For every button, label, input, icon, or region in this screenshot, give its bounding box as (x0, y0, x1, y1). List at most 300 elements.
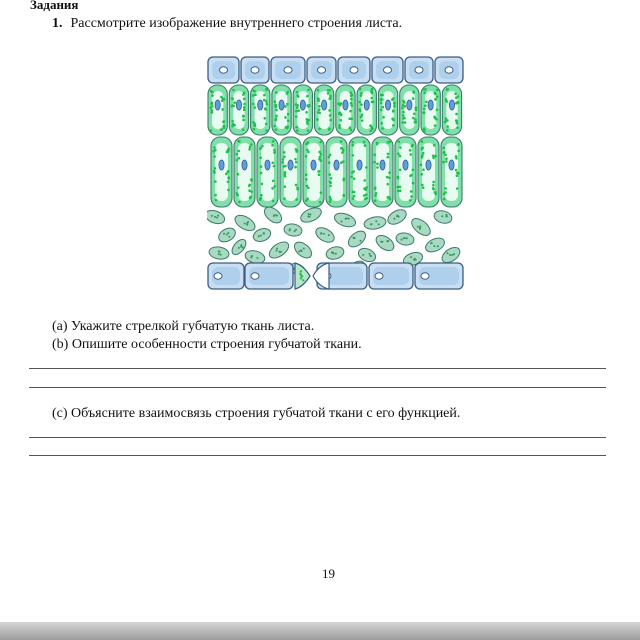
chloroplast (402, 117, 405, 120)
nucleus (407, 100, 412, 110)
chloroplast (275, 214, 277, 216)
vacuole (238, 143, 251, 201)
chloroplast (295, 110, 298, 113)
chloroplast (359, 240, 361, 242)
chloroplast (378, 223, 380, 225)
nucleus (251, 67, 259, 73)
chloroplast (424, 88, 427, 91)
chloroplast (256, 257, 258, 259)
chloroplast (372, 101, 375, 104)
chloroplast (238, 157, 241, 160)
chloroplast (387, 196, 390, 199)
nucleus (445, 67, 453, 73)
nucleus (288, 160, 293, 170)
chloroplast (253, 128, 256, 131)
chloroplast (360, 92, 363, 95)
chloroplast (432, 155, 435, 158)
chloroplast (210, 102, 213, 105)
chloroplast (249, 146, 252, 149)
nucleus (357, 160, 362, 170)
chloroplast (317, 97, 320, 100)
vacuole (330, 143, 343, 201)
nucleus (251, 273, 259, 279)
chloroplast (327, 89, 330, 92)
chloroplast (296, 106, 299, 109)
chloroplast (231, 104, 234, 107)
chloroplast (375, 192, 378, 195)
answer-line[interactable] (29, 368, 606, 369)
chloroplast (221, 108, 224, 111)
chloroplast (361, 119, 364, 122)
chloroplast (210, 90, 213, 93)
chloroplast (317, 89, 320, 92)
chloroplast (305, 143, 308, 146)
chloroplast (364, 144, 367, 147)
chloroplast (402, 111, 405, 114)
chloroplast (417, 226, 419, 228)
chloroplast (350, 102, 353, 105)
chloroplast (433, 116, 436, 119)
chloroplast (237, 186, 240, 189)
chloroplast (424, 104, 427, 107)
chloroplast (406, 237, 408, 239)
chloroplast (295, 103, 298, 106)
chloroplast (444, 121, 447, 124)
chloroplast (444, 187, 447, 190)
nucleus (242, 160, 247, 170)
chloroplast (226, 233, 228, 235)
chloroplast (445, 157, 448, 160)
chloroplast (350, 176, 353, 179)
chloroplast (351, 171, 354, 174)
chloroplast (399, 155, 402, 158)
chloroplast (398, 216, 400, 218)
chloroplast (409, 153, 412, 156)
chloroplast (211, 215, 213, 217)
chloroplast (275, 117, 278, 120)
chloroplast (300, 270, 302, 272)
chloroplast (341, 147, 344, 150)
chloroplast (225, 173, 228, 176)
nucleus (215, 100, 220, 110)
chloroplast (216, 217, 218, 219)
chloroplast (243, 109, 246, 112)
chloroplast (413, 112, 416, 115)
chloroplast (295, 229, 297, 231)
chloroplast (386, 176, 389, 179)
chloroplast (302, 279, 304, 281)
chloroplast (339, 112, 342, 115)
vacuole (261, 143, 274, 201)
chloroplast (422, 152, 425, 155)
chloroplast (338, 124, 341, 127)
chloroplast (362, 254, 364, 256)
chloroplast (274, 128, 277, 131)
chloroplast (376, 162, 379, 165)
chloroplast (273, 151, 276, 154)
chloroplast (446, 125, 449, 128)
chloroplast (214, 194, 217, 197)
chloroplast (443, 198, 446, 201)
chloroplast (409, 149, 412, 152)
chloroplast (308, 213, 310, 215)
chloroplast (294, 158, 297, 161)
chloroplast (456, 187, 459, 190)
chloroplast (364, 198, 367, 201)
chloroplast (350, 104, 353, 107)
chloroplast (397, 190, 400, 193)
chloroplast (243, 98, 246, 101)
chloroplast (434, 124, 437, 127)
chloroplast (404, 237, 406, 239)
chloroplast (401, 107, 404, 110)
chloroplast (214, 216, 216, 218)
chloroplast (432, 187, 435, 190)
chloroplast (259, 156, 262, 159)
chloroplast (215, 199, 218, 202)
chloroplast (436, 89, 439, 92)
chloroplast (263, 94, 266, 97)
chloroplast (373, 153, 376, 156)
chloroplast (250, 178, 253, 181)
chloroplast (392, 97, 395, 100)
chloroplast (265, 100, 268, 103)
chloroplast (275, 109, 278, 112)
chloroplast (342, 160, 345, 163)
chloroplast (240, 246, 242, 248)
chloroplast (306, 149, 309, 152)
chloroplast (318, 151, 321, 154)
chloroplast (403, 101, 406, 104)
chloroplast (329, 114, 332, 117)
chloroplast (232, 89, 235, 92)
chloroplast (446, 129, 449, 132)
chloroplast (295, 161, 298, 164)
task-b: (b) Опишите особенности строения губчатой ткани. (52, 337, 362, 352)
chloroplast (227, 177, 230, 180)
chloroplast (455, 96, 458, 99)
chloroplast (307, 215, 309, 217)
chloroplast (222, 97, 225, 100)
chloroplast (404, 121, 407, 124)
chloroplast (276, 250, 278, 252)
chloroplast (214, 149, 217, 152)
chloroplast (246, 224, 248, 226)
chloroplast (331, 251, 333, 253)
chloroplast (387, 153, 390, 156)
chloroplast (271, 161, 274, 164)
chloroplast (431, 242, 433, 244)
chloroplast (436, 108, 439, 111)
chloroplast (442, 161, 445, 164)
chloroplast (446, 119, 449, 122)
chloroplast (414, 118, 417, 121)
chloroplast (445, 100, 448, 103)
nucleus (318, 67, 326, 73)
chloroplast (287, 113, 290, 116)
chloroplast (228, 236, 230, 238)
task-c: (c) Объясните взаимосвязь строения губчатой ткани с его функцией. (52, 406, 461, 421)
nucleus (403, 160, 408, 170)
chloroplast (306, 95, 309, 98)
chloroplast (381, 98, 384, 101)
chloroplast (374, 187, 377, 190)
chloroplast (294, 230, 296, 232)
nucleus (300, 100, 305, 110)
chloroplast (350, 98, 353, 101)
chloroplast (329, 184, 332, 187)
chloroplast (273, 165, 276, 168)
chloroplast (411, 144, 414, 147)
chloroplast (371, 128, 374, 131)
chloroplast (330, 177, 333, 180)
chloroplast (261, 183, 264, 186)
chloroplast (296, 188, 299, 191)
chloroplast (455, 169, 458, 172)
chloroplast (231, 120, 234, 123)
chloroplast (365, 193, 368, 196)
task-a: (a) Укажите стрелкой губчатую ткань листа. (52, 319, 315, 334)
chloroplast (351, 141, 354, 144)
chloroplast (249, 183, 252, 186)
chloroplast (434, 93, 437, 96)
chloroplast (275, 115, 278, 118)
chloroplast (308, 119, 311, 122)
chloroplast (298, 250, 300, 252)
chloroplast (445, 160, 448, 163)
chloroplast (233, 124, 236, 127)
chloroplast (434, 191, 437, 194)
chloroplast (307, 89, 310, 92)
chloroplast (295, 148, 298, 151)
chloroplast (370, 97, 373, 100)
chloroplast (260, 165, 263, 168)
chloroplast (381, 122, 384, 125)
chloroplast (447, 252, 449, 254)
chloroplast (254, 93, 257, 96)
chloroplast (380, 101, 383, 104)
question-1 (52, 16, 402, 32)
chloroplast (263, 232, 265, 234)
chloroplast (329, 180, 332, 183)
chloroplast (343, 177, 346, 180)
chloroplast (434, 98, 437, 101)
chloroplast (213, 146, 216, 149)
chloroplast (342, 194, 345, 197)
chloroplast (422, 111, 425, 114)
chloroplast (349, 110, 352, 113)
nucleus (322, 100, 327, 110)
chloroplast (265, 108, 268, 111)
chloroplast (317, 111, 320, 114)
chloroplast (329, 198, 332, 201)
chloroplast (282, 158, 285, 161)
chloroplast (422, 186, 425, 189)
vacuole (422, 143, 435, 201)
chloroplast (370, 223, 372, 225)
chloroplast (289, 229, 291, 231)
chloroplast (443, 151, 446, 154)
chloroplast (309, 214, 311, 216)
chloroplast (421, 154, 424, 157)
chloroplast (399, 146, 402, 149)
chloroplast (296, 91, 299, 94)
chloroplast (454, 93, 457, 96)
chloroplast (359, 88, 362, 91)
chloroplast (374, 194, 377, 197)
chloroplast (453, 253, 455, 255)
chloroplast (220, 254, 222, 256)
chloroplast (253, 90, 256, 93)
chloroplast (345, 218, 347, 220)
chloroplast (307, 105, 310, 108)
chloroplast (335, 253, 337, 255)
chloroplast (421, 184, 424, 187)
nucleus (385, 100, 390, 110)
chloroplast (235, 153, 238, 156)
chloroplast (273, 149, 276, 152)
chloroplast (211, 94, 214, 97)
chloroplast (351, 144, 354, 147)
chloroplast (444, 154, 447, 157)
chloroplast (413, 259, 415, 261)
chloroplast (457, 149, 460, 152)
chloroplast (392, 109, 395, 112)
chloroplast (223, 127, 226, 130)
chloroplast (273, 214, 275, 216)
chloroplast (340, 102, 343, 105)
chloroplast (253, 123, 256, 126)
chloroplast (412, 97, 415, 100)
chloroplast (360, 94, 363, 97)
chloroplast (283, 173, 286, 176)
chloroplast (250, 190, 253, 193)
chloroplast (328, 234, 330, 236)
chloroplast (265, 123, 268, 126)
chloroplast (214, 167, 217, 170)
chloroplast (318, 128, 321, 131)
chloroplast (350, 117, 353, 120)
chloroplast (389, 198, 392, 201)
chloroplast (218, 253, 220, 255)
chloroplast (283, 155, 286, 158)
chloroplast (238, 247, 240, 249)
chloroplast (363, 179, 366, 182)
page-bottom-edge (0, 622, 640, 640)
chloroplast (254, 106, 257, 109)
chloroplast (281, 161, 284, 164)
chloroplast (410, 256, 412, 258)
chloroplast (242, 128, 245, 131)
chloroplast (442, 146, 445, 149)
chloroplast (284, 185, 287, 188)
nucleus (236, 100, 241, 110)
chloroplast (294, 166, 297, 169)
chloroplast (397, 177, 400, 180)
nucleus (214, 273, 222, 279)
chloroplast (318, 173, 321, 176)
chloroplast (263, 117, 266, 120)
chloroplast (323, 233, 325, 235)
chloroplast (369, 255, 371, 257)
chloroplast (421, 140, 424, 143)
chloroplast (423, 108, 426, 111)
chloroplast (420, 163, 423, 166)
chloroplast (433, 245, 435, 247)
chloroplast (392, 124, 395, 127)
answer-line[interactable] (29, 437, 606, 438)
chloroplast (244, 223, 246, 225)
chloroplast (411, 169, 414, 172)
chloroplast (283, 197, 286, 200)
chloroplast (284, 105, 287, 108)
chloroplast (300, 249, 302, 251)
chloroplast (445, 214, 447, 216)
chloroplast (412, 91, 415, 94)
chloroplast (243, 103, 246, 106)
chloroplast (217, 215, 219, 217)
chloroplast (386, 183, 389, 186)
nucleus (258, 100, 263, 110)
chloroplast (381, 127, 384, 130)
chloroplast (401, 239, 403, 241)
nucleus (364, 100, 369, 110)
chloroplast (275, 105, 278, 108)
chloroplast (237, 173, 240, 176)
chloroplast (319, 159, 322, 162)
chloroplast (404, 105, 407, 108)
chloroplast (375, 220, 377, 222)
chloroplast (380, 241, 382, 243)
chloroplast (441, 215, 443, 217)
nucleus (449, 160, 454, 170)
chloroplast (320, 153, 323, 156)
chloroplast (271, 144, 274, 147)
chloroplast (273, 185, 276, 188)
chloroplast (320, 191, 323, 194)
chloroplast (242, 93, 245, 96)
chloroplast (328, 128, 331, 131)
chloroplast (412, 182, 415, 185)
nucleus (375, 273, 383, 279)
chloroplast (410, 195, 413, 198)
chloroplast (376, 166, 379, 169)
chloroplast (358, 108, 361, 111)
answer-line[interactable] (29, 387, 606, 388)
chloroplast (210, 129, 213, 132)
chloroplast (327, 92, 330, 95)
chloroplast (433, 144, 436, 147)
chloroplast (319, 201, 322, 204)
chloroplast (275, 91, 278, 94)
chloroplast (401, 121, 404, 124)
chloroplast (421, 148, 424, 151)
chloroplast (284, 116, 287, 119)
chloroplast (307, 129, 310, 132)
chloroplast (287, 91, 290, 94)
chloroplast (353, 177, 356, 180)
chloroplast (349, 127, 352, 130)
chloroplast (387, 240, 389, 242)
leaf-cross-section-illustration (207, 55, 464, 292)
chloroplast (365, 166, 368, 169)
chloroplast (456, 171, 459, 174)
nucleus (421, 273, 429, 279)
answer-line[interactable] (29, 455, 606, 456)
chloroplast (295, 150, 298, 153)
nucleus (428, 100, 433, 110)
chloroplast (286, 103, 289, 106)
